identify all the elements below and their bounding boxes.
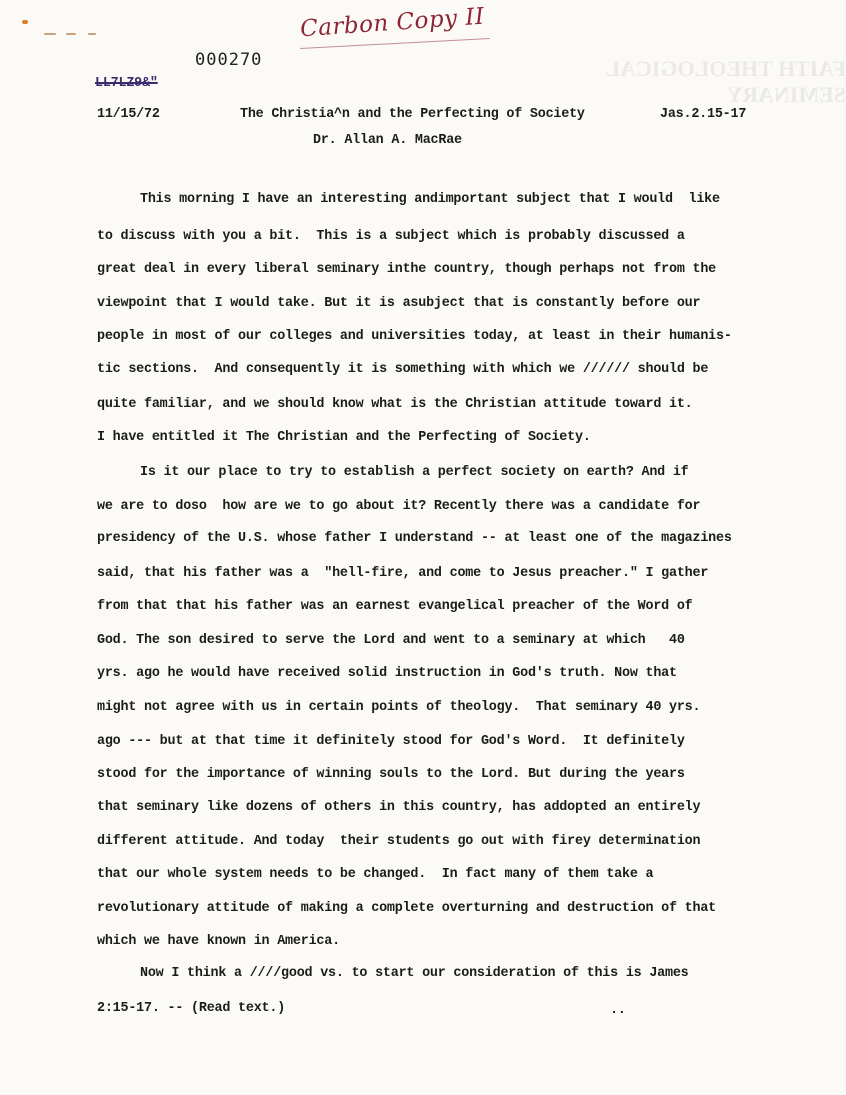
- handwritten-carbon-copy-note: Carbon Copy II: [299, 3, 486, 43]
- scripture-reference: Jas.2.15-17: [660, 107, 747, 122]
- scan-mark-dash: [88, 33, 96, 35]
- body-line: which we have known in America.: [97, 934, 340, 949]
- scan-mark-dash: [44, 33, 56, 35]
- trailing-mark: ..: [610, 1003, 626, 1018]
- body-line: ago --- but at that time it definitely stood for God's Word. It definitely: [97, 734, 685, 749]
- document-author: Dr. Allan A. MacRae: [313, 133, 462, 148]
- document-title: The Christia^n and the Perfecting of Society: [240, 107, 585, 122]
- scan-mark-orange: [22, 20, 28, 24]
- body-line: people in most of our colleges and universities today, at least in their humanis-: [97, 329, 732, 344]
- body-line: said, that his father was a "hell-fire, and come to Jesus preacher." I gather: [97, 566, 709, 581]
- body-line: revolutionary attitude of making a complete overturning and destruction of that: [97, 901, 717, 916]
- body-line: Is it our place to try to establish a perfect society on earth? And if: [140, 465, 689, 480]
- body-line: to discuss with you a bit. This is a subject which is probably discussed a: [97, 229, 685, 244]
- document-date: 11/15/72: [97, 107, 160, 122]
- body-line: that our whole system needs to be changed. In fact many of them take a: [97, 867, 654, 882]
- body-line: viewpoint that I would take. But it is asubject that is constantly before our: [97, 296, 701, 311]
- document-stamp-number: 000270: [195, 50, 263, 70]
- body-line: we are to doso how are we to go about it? Recently there was a candidate for: [97, 499, 701, 514]
- body-line: I have entitled it The Christian and the Perfecting of Society.: [97, 430, 591, 445]
- body-line: different attitude. And today their students go out with firey determination: [97, 834, 701, 849]
- body-line: tic sections. And consequently it is something with which we ////// should be: [97, 362, 709, 377]
- body-line: 2:15-17. -- (Read text.): [97, 1001, 286, 1016]
- body-line: great deal in every liberal seminary inthe country, though perhaps not from the: [97, 262, 717, 277]
- body-line: presidency of the U.S. whose father I understand -- at least one of the magazines: [97, 531, 732, 546]
- body-line: from that that his father was an earnest evangelical preacher of the Word of: [97, 599, 693, 614]
- body-line: quite familiar, and we should know what is the Christian attitude toward it.: [97, 397, 693, 412]
- body-line: that seminary like dozens of others in this country, has addopted an entirely: [97, 800, 701, 815]
- body-line: yrs. ago he would have received solid instruction in God's truth. Now that: [97, 666, 677, 681]
- scan-mark-dash: [66, 33, 76, 35]
- body-line: might not agree with us in certain points of theology. That seminary 40 yrs.: [97, 700, 701, 715]
- struck-document-code: LL7LZ9&": [95, 76, 158, 91]
- body-line: Now I think a ////good vs. to start our consideration of this is James: [140, 966, 689, 981]
- body-line: God. The son desired to serve the Lord and went to a seminary at which 40: [97, 633, 685, 648]
- body-line: This morning I have an interesting andimportant subject that I would like: [140, 192, 720, 207]
- body-line: stood for the importance of winning souls to the Lord. But during the years: [97, 767, 685, 782]
- bleed-through-text: FAITH THEOLOGICAL SEMINARY: [606, 56, 846, 107]
